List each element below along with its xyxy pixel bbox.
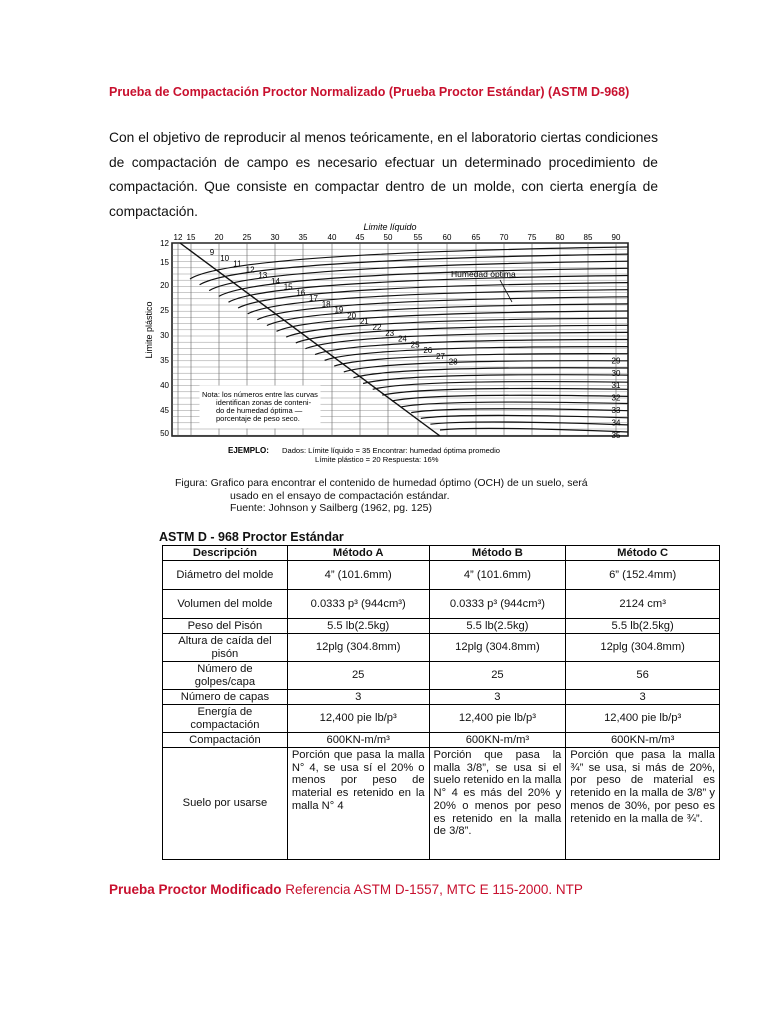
- table-cell: 12plg (304.8mm): [429, 634, 566, 662]
- optimum-moisture-chart: [140, 220, 638, 472]
- table-cell: 5.5 lb(2.5kg): [287, 619, 429, 634]
- table-cell: 600KN-m/m³: [287, 733, 429, 748]
- row-label: Altura de caída del pisón: [163, 634, 288, 662]
- curve-number: 21: [359, 317, 369, 327]
- table-cell: 600KN-m/m³: [429, 733, 566, 748]
- footer-bold: Prueba Proctor Modificado: [109, 882, 282, 897]
- caption-line-3: Fuente: Johnson y Sailberg (1962, pg. 125): [230, 502, 432, 514]
- header-cell: Método B: [429, 546, 566, 561]
- curve-number: 18: [321, 299, 331, 309]
- curve-number: 20: [347, 311, 357, 321]
- top-tick-label: 60: [442, 233, 452, 242]
- curve-number: 34: [611, 418, 621, 428]
- moisture-curve: [344, 361, 628, 372]
- figure-caption: [175, 477, 645, 515]
- left-tick-label: 30: [160, 331, 169, 340]
- moisture-curve: [430, 422, 628, 425]
- table-cell: 3: [429, 690, 566, 705]
- curve-number: 31: [611, 381, 621, 391]
- curve-number: 9: [209, 248, 215, 257]
- curve-number: 14: [271, 276, 280, 286]
- curve-number: 27: [436, 351, 445, 361]
- table-cell: 3: [566, 690, 720, 705]
- table-cell: 2124 cm³: [566, 590, 720, 619]
- table-row: [163, 705, 720, 733]
- left-tick-label: 35: [160, 356, 169, 365]
- moisture-curve: [411, 409, 628, 413]
- proctor-table: [162, 545, 720, 860]
- curve-number: 11: [233, 259, 242, 269]
- table-row: [163, 733, 720, 748]
- table-header-row: [163, 546, 720, 561]
- chart-note-line-4: porcentaje de peso seco.: [216, 414, 300, 423]
- curve-number: 10: [220, 253, 230, 263]
- curve-number: 15: [283, 282, 293, 292]
- curve-number: 24: [397, 334, 407, 344]
- table-row: [163, 619, 720, 634]
- moisture-curve: [219, 268, 628, 296]
- curve-number: 23: [385, 328, 395, 338]
- left-tick-label: 40: [160, 381, 169, 390]
- table-row: [163, 590, 720, 619]
- header-cell: Descripción: [163, 546, 288, 561]
- table-row: [163, 662, 720, 690]
- top-tick-label: 70: [499, 233, 509, 242]
- curve-number: 30: [611, 368, 621, 378]
- chart-top-label: Limite líquido: [363, 222, 417, 232]
- chart-top-ticks: [174, 233, 621, 242]
- left-tick-label: 25: [160, 306, 169, 315]
- top-tick-label: 15: [186, 233, 196, 242]
- top-tick-label: 75: [527, 233, 537, 242]
- table-cell: 12,400 pie lb/p³: [566, 705, 720, 733]
- table-row: [163, 748, 720, 860]
- curve-number: 19: [334, 305, 344, 315]
- top-tick-label: 45: [355, 233, 365, 242]
- chart-example-label: EJEMPLO:: [228, 446, 269, 455]
- page-title: Prueba de Compactación Proctor Normalizado (Prueba Proctor Estándar) (ASTM D-968): [109, 85, 630, 99]
- table-title: ASTM D - 968 Proctor Estándar: [159, 530, 344, 544]
- table-cell: 4” (101.6mm): [287, 561, 429, 590]
- chart-example-line-2: Límite plástico = 20 Respuesta: 16%: [315, 455, 439, 464]
- table-cell: Porción que pasa la malla ¾” se usa, si más de 20%, por peso de material es retenido en la malla de 3/8” y menos de 30%, por peso es retenido en la malla de ¾”.: [566, 748, 720, 860]
- top-tick-label: 12: [173, 233, 183, 242]
- row-label: Compactación: [163, 733, 288, 748]
- moisture-curve: [421, 415, 628, 418]
- table-row: [163, 690, 720, 705]
- curve-number: 33: [611, 406, 621, 415]
- chart-svg: [140, 220, 638, 472]
- top-tick-label: 80: [555, 233, 565, 242]
- top-tick-label: 35: [298, 233, 308, 242]
- table-row: [163, 634, 720, 662]
- table-cell: 3: [287, 690, 429, 705]
- table-cell: 12plg (304.8mm): [566, 634, 720, 662]
- table-cell: 0.0333 p³ (944cm³): [429, 590, 566, 619]
- table-cell: 5.5 lb(2.5kg): [566, 619, 720, 634]
- curve-number: 29: [611, 356, 621, 366]
- footer-line: [109, 882, 583, 897]
- curve-number: 16: [296, 288, 306, 298]
- table-cell: Porción que pasa la malla N° 4, se usa sí el 20% o menos por peso de material es retenido en la malla N° 4: [287, 748, 429, 860]
- curve-number: 28: [448, 357, 458, 367]
- top-tick-label: 90: [611, 233, 621, 242]
- caption-line-1: Figura: Grafico para encontrar el contenido de humedad óptimo (OCH) de un suelo, será: [175, 477, 588, 489]
- header-cell: Método C: [566, 546, 720, 561]
- row-label: Energía de compactación: [163, 705, 288, 733]
- row-label: Número de golpes/capa: [163, 662, 288, 690]
- chart-note-line-2: identifican zonas de conteni-: [216, 398, 312, 407]
- table-cell: 12plg (304.8mm): [287, 634, 429, 662]
- curve-number: 35: [611, 430, 621, 440]
- curve-number: 32: [611, 393, 621, 403]
- table-cell: 12,400 pie lb/p³: [287, 705, 429, 733]
- top-tick-label: 25: [242, 233, 252, 242]
- caption-line-2: usado en el ensayo de compactación estándar.: [230, 489, 450, 502]
- top-tick-label: 20: [214, 233, 224, 242]
- intro-paragraph: Con el objetivo de reproducir al menos teóricamente, en el laboratorio ciertas condiciones de compactación de campo es necesario efectuar un determinado procedimiento de compactación. Que consiste en compactar dentro de un molde, con cierta energía de compactación.: [109, 130, 658, 219]
- table-cell: 25: [287, 662, 429, 690]
- left-tick-label: 20: [160, 281, 169, 290]
- chart-example-line-1: Dados: Límite líquido = 35 Encontrar: humedad óptima promedio: [282, 446, 501, 455]
- chart-note-line-3: do de humedad óptima —: [216, 406, 303, 415]
- curve-number: 22: [372, 323, 382, 332]
- curve-number: 26: [423, 346, 433, 356]
- table-cell: Porción que pasa la malla 3/8”, se usa si el suelo retenido en la malla N° 4 es más del 20% y 20% o menos por peso es retenido en la malla de 3/8”.: [429, 748, 566, 860]
- row-label: Suelo por usarse: [163, 748, 288, 860]
- top-tick-label: 85: [583, 233, 593, 242]
- chart-annotation: Humedad óptima: [451, 269, 516, 279]
- row-label: Número de capas: [163, 690, 288, 705]
- table-cell: 25: [429, 662, 566, 690]
- curve-number: 17: [309, 294, 318, 304]
- table-cell: 6” (152.4mm): [566, 561, 720, 590]
- table-cell: 4” (101.6mm): [429, 561, 566, 590]
- curve-number: 12: [245, 265, 255, 275]
- row-label: Diámetro del molde: [163, 561, 288, 590]
- chart-left-ticks: [160, 239, 169, 438]
- top-tick-label: 50: [383, 233, 393, 242]
- table-cell: 56: [566, 662, 720, 690]
- chart-note-box: [200, 386, 320, 428]
- left-tick-label: 45: [160, 406, 169, 415]
- header-cell: Método A: [287, 546, 429, 561]
- row-label: Volumen del molde: [163, 590, 288, 619]
- table-row: [163, 561, 720, 590]
- table-cell: 0.0333 p³ (944cm³): [287, 590, 429, 619]
- top-tick-label: 65: [471, 233, 481, 242]
- moisture-curve: [402, 402, 629, 407]
- row-label: Peso del Pisón: [163, 619, 288, 634]
- left-tick-label: 12: [160, 239, 169, 248]
- left-tick-label: 50: [160, 429, 169, 438]
- chart-y-label: Limite plástico: [144, 301, 154, 359]
- table-cell: 12,400 pie lb/p³: [429, 705, 566, 733]
- table-cell: 5.5 lb(2.5kg): [429, 619, 566, 634]
- curve-number: 13: [258, 271, 268, 281]
- left-tick-label: 15: [160, 258, 169, 267]
- top-tick-label: 55: [413, 233, 423, 242]
- curve-number: 25: [410, 340, 420, 350]
- chart-note-line-1: Nota: los números entre las curvas: [202, 390, 318, 399]
- moisture-curve: [354, 368, 629, 378]
- top-tick-label: 30: [270, 233, 280, 242]
- footer-rest: Referencia ASTM D-1557, MTC E 115-2000. NTP: [281, 882, 583, 897]
- table-cell: 600KN-m/m³: [566, 733, 720, 748]
- top-tick-label: 40: [327, 233, 337, 242]
